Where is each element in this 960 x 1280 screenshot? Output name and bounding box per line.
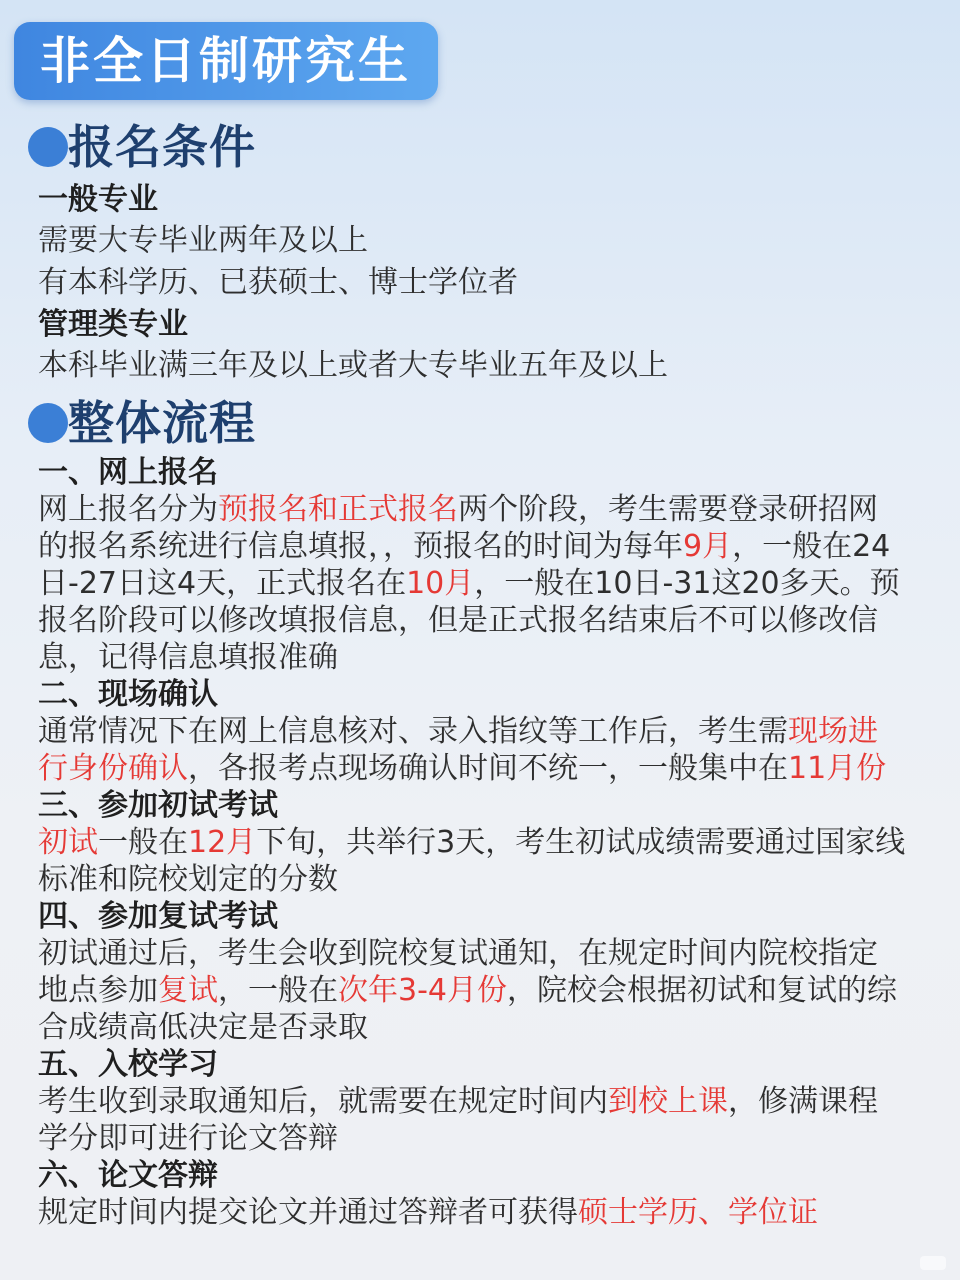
body-text: ，院校会根据初试和复试的综 [507, 973, 897, 1008]
body-text: 地点参加 [38, 973, 158, 1008]
section-title: 报名条件 [68, 120, 256, 174]
body-text: 两个阶段，考生需要登录研招网 [458, 492, 878, 527]
group-heading: 管理类专业 [38, 307, 188, 342]
body-text: 规定时间内提交论文并通过答辩者可获得 [38, 1195, 578, 1230]
highlight-text: 11月份 [788, 751, 887, 786]
body-text: 日-27日这4天，正式报名在 [38, 566, 407, 601]
highlight-text: 硕士学历、学位证 [578, 1195, 818, 1230]
text-line: 需要大专毕业两年及以上 [38, 223, 368, 258]
body-text: 网上报名分为 [38, 492, 218, 527]
highlight-text: 复试 [158, 973, 218, 1008]
step-heading: 三、参加初试考试 [38, 788, 278, 823]
body-text: 下旬，共举行3天，考生初试成绩需要通过国家线 [256, 825, 906, 860]
body-text: 学分即可进行论文答辩 [38, 1121, 338, 1156]
body-text: ，修满课程 [728, 1084, 878, 1119]
body-text: ，一般在 [218, 973, 338, 1008]
highlight-text: 10月 [406, 566, 475, 601]
step-text-line [38, 602, 878, 640]
body-text: 息，记得信息填报准确 [38, 640, 338, 675]
step-text-line [38, 565, 900, 603]
body-text: 的报名系统进行信息填报，，预报名的时间为每年 [38, 529, 683, 564]
highlight-text: 预报名和正式报名 [218, 492, 458, 527]
section-heading-process [28, 396, 256, 450]
bullet-dot-icon [28, 127, 68, 167]
step-text-line [38, 972, 897, 1010]
step-heading: 五、入校学习 [38, 1047, 218, 1082]
section-heading-requirements [28, 120, 256, 174]
highlight-text: 9月 [683, 529, 733, 564]
step-text-line [38, 1120, 338, 1158]
highlight-text: 初试 [38, 825, 98, 860]
highlight-text: 到校上课 [608, 1084, 728, 1119]
step-text-line [38, 935, 878, 973]
body-text: 考生收到录取通知后，就需要在规定时间内 [38, 1084, 608, 1119]
highlight-text: 12月 [188, 825, 257, 860]
highlight-text: 行身份确认 [38, 751, 188, 786]
step-text-line [38, 491, 878, 529]
step-text-line [38, 1083, 878, 1121]
text-line: 有本科学历、已获硕士、博士学位者 [38, 265, 518, 300]
body-text: 标准和院校划定的分数 [38, 862, 338, 897]
body-text: 通常情况下在网上信息核对、录入指纹等工作后，考生需 [38, 714, 788, 749]
body-text: 合成绩高低决定是否录取 [38, 1010, 368, 1045]
step-text-line [38, 528, 890, 566]
highlight-text: 次年3-4月份 [338, 973, 507, 1008]
section-title: 整体流程 [68, 396, 256, 450]
body-text: 初试通过后，考生会收到院校复试通知，在规定时间内院校指定 [38, 936, 878, 971]
step-heading: 四、参加复试考试 [38, 899, 278, 934]
step-heading: 六、论文答辩 [38, 1158, 218, 1193]
page-title: 非全日制研究生 [40, 32, 411, 90]
step-text-line [38, 713, 878, 751]
step-text-line [38, 639, 338, 677]
highlight-text: 现场进 [788, 714, 878, 749]
step-text-line [38, 1009, 368, 1047]
step-text-line [38, 1194, 818, 1232]
body-text: ，各报考点现场确认时间不统一，一般集中在 [188, 751, 788, 786]
title-banner [14, 22, 438, 100]
body-text: ，一般在10日-31这20多天。预 [474, 566, 900, 601]
body-text: ，一般在24 [732, 529, 891, 564]
body-text: 一般在 [98, 825, 188, 860]
body-text: 报名阶段可以修改填报信息，但是正式报名结束后不可以修改信 [38, 603, 878, 638]
step-heading: 一、网上报名 [38, 455, 218, 490]
step-text-line [38, 750, 886, 788]
group-heading: 一般专业 [38, 182, 158, 217]
step-text-line [38, 861, 338, 899]
bullet-dot-icon [28, 403, 68, 443]
step-text-line [38, 824, 905, 862]
watermark-icon [920, 1256, 946, 1270]
text-line: 本科毕业满三年及以上或者大专毕业五年及以上 [38, 348, 668, 383]
step-heading: 二、现场确认 [38, 677, 218, 712]
